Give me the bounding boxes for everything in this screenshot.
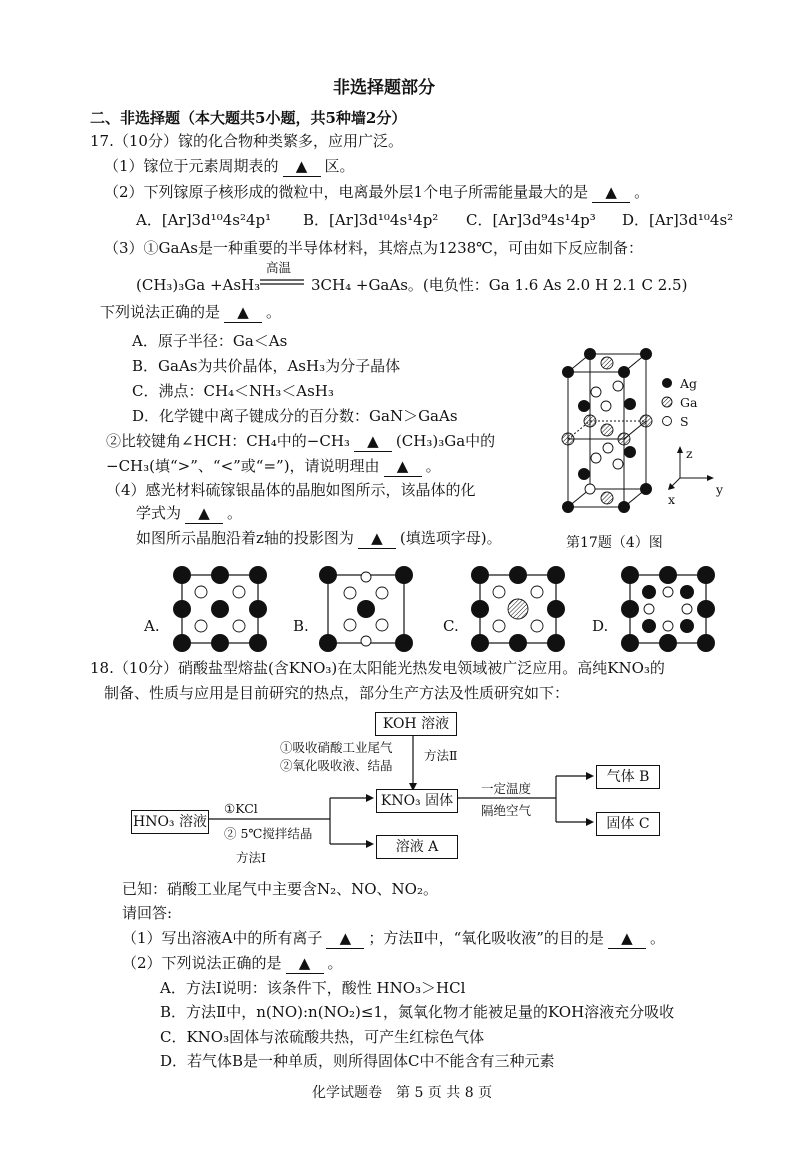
projection-option-a xyxy=(170,565,270,653)
s-atom xyxy=(591,387,601,397)
s-atom xyxy=(195,586,207,598)
q17-choice-3a: A．原子半径：Ga＜As xyxy=(132,332,288,350)
flow-condition-2: 隔绝空气 xyxy=(481,803,532,818)
q18-answer-prompt: 请回答: xyxy=(122,904,173,922)
ag-atom xyxy=(173,634,191,652)
ga-atom xyxy=(618,433,630,445)
ag-atom xyxy=(509,566,527,584)
ga-atom xyxy=(601,424,613,436)
ag-atom xyxy=(509,634,527,652)
ag-atom xyxy=(697,634,715,652)
s-atom xyxy=(344,587,356,599)
ag-atom xyxy=(621,566,639,584)
page-footer: 化学试题卷 第 5 页 共 8 页 xyxy=(312,1085,493,1101)
equation-condition: 高温 xyxy=(266,260,292,275)
flow-step-ii-2: ②氧化吸收液、结晶 xyxy=(280,758,393,773)
section-title: 非选择题部分 xyxy=(333,78,435,98)
s-atom xyxy=(591,453,601,463)
ag-atom xyxy=(578,468,590,480)
ag-atom xyxy=(471,634,489,652)
s-atom xyxy=(233,620,245,632)
s-atom xyxy=(585,484,595,494)
legend-ga: Ga xyxy=(680,395,698,410)
ag-atom xyxy=(211,600,229,618)
ag-atom xyxy=(697,566,715,584)
ag-atom xyxy=(249,634,267,652)
ag-atom xyxy=(547,600,565,618)
s-atom xyxy=(493,586,505,598)
q17-choice-2c: C．[Ar]3d⁹4s¹4p³ xyxy=(466,211,596,229)
ag-atom xyxy=(249,600,267,618)
q18-part2: （2）下列说法正确的是 ▲ 。 xyxy=(122,954,343,972)
q17-part2: （2）下列镓原子核形成的微粒中，电离最外层1个电子所需能量最大的是 ▲ 。 xyxy=(104,183,650,201)
s-atom xyxy=(233,586,245,598)
q17-choice-3c: C．沸点：CH₄＜NH₃＜AsH₃ xyxy=(132,382,334,400)
equation-right: 3CH₄ +GaAs。(电负性：Ga 1.6 As 2.0 H 2.1 C 2.5) xyxy=(311,276,688,294)
q18-stem-2: 制备、性质与应用是目前研究的热点，部分生产方法及性质研究如下： xyxy=(104,684,570,702)
option-label-a: A. xyxy=(144,617,160,635)
ga-atom xyxy=(601,357,613,369)
s-atom xyxy=(613,459,623,469)
ag-atom xyxy=(562,501,574,513)
axis-y: y xyxy=(716,482,724,497)
ag-atom xyxy=(680,619,694,633)
ag-atom xyxy=(547,566,565,584)
s-atom xyxy=(682,604,692,614)
s-atom xyxy=(195,620,207,632)
ag-atom xyxy=(319,634,337,652)
s-atom xyxy=(493,620,505,632)
q17-choice-3b: B．GaAs为共价晶体，AsH₃为分子晶体 xyxy=(132,357,401,375)
s-atom xyxy=(601,401,611,411)
ag-atom xyxy=(471,600,489,618)
s-atom xyxy=(376,619,388,631)
projection-option-d xyxy=(618,565,718,653)
box-koh-solution: KOH 溶液 xyxy=(375,712,457,736)
ag-atom xyxy=(640,483,652,495)
s-atom xyxy=(344,619,356,631)
option-label-c: C. xyxy=(443,617,459,635)
ga-atom xyxy=(640,415,652,427)
flow-method-ii: 方法Ⅱ xyxy=(424,748,458,763)
ag-atom xyxy=(642,585,656,599)
equation-arrow xyxy=(260,279,310,287)
ag-atom xyxy=(680,585,694,599)
ag-atom xyxy=(562,366,574,378)
q17-part4a: （4）感光材料硫镓银晶体的晶胞如图所示，该晶体的化 xyxy=(106,481,476,499)
q17-part3: （3）①GaAs是一种重要的半导体材料，其熔点为1238℃，可由如下反应制备： xyxy=(104,239,643,257)
s-atom xyxy=(644,604,654,614)
s-atom xyxy=(613,381,623,391)
q18-known: 已知：硝酸工业尾气中主要含N₂、NO、NO₂。 xyxy=(122,880,438,898)
s-atom xyxy=(603,443,613,453)
flow-step-i-1: ①KCl xyxy=(224,801,258,816)
figure-caption: 第17题（4）图 xyxy=(566,535,663,551)
s-atom xyxy=(376,587,388,599)
s-atom xyxy=(531,586,543,598)
projection-option-c xyxy=(468,565,568,653)
ag-atom xyxy=(621,634,639,652)
option-label-d: D. xyxy=(592,617,609,635)
ag-atom xyxy=(618,366,630,378)
ag-atom xyxy=(173,566,191,584)
box-hno3-solution: HNO₃ 溶液 xyxy=(131,810,209,834)
q18-choice-c: C．KNO₃固体与浓硫酸共热，可产生红棕色气体 xyxy=(160,1028,485,1046)
ag-atom xyxy=(173,600,191,618)
q17-stem: 17.（10分）镓的化合物种类繁多，应用广泛。 xyxy=(90,132,403,150)
ag-atom xyxy=(547,634,565,652)
ag-atom xyxy=(624,398,636,410)
ga-atom xyxy=(584,415,596,427)
q17-choice-3d: D．化学键中离子键成分的百分数：GaN＞GaAs xyxy=(132,407,458,425)
ag-atom xyxy=(642,619,656,633)
ag-atom xyxy=(319,566,337,584)
ag-atom xyxy=(211,634,229,652)
ga-atom xyxy=(562,433,574,445)
axis-z: z xyxy=(686,446,693,461)
ag-atom xyxy=(618,501,630,513)
q17-part3-2a: ②比较键角∠HCH：CH₄中的−CH₃ ▲ (CH₃)₃Ga中的 xyxy=(106,432,496,450)
q18-part1: （1）写出溶液A中的所有离子 ▲ ；方法Ⅱ中，“氧化吸收液”的目的是 ▲ 。 xyxy=(122,929,665,947)
unit-cell-figure xyxy=(548,342,668,517)
box-solution-a: 溶液 A xyxy=(376,835,458,859)
ag-atom xyxy=(471,566,489,584)
s-atom xyxy=(663,587,673,597)
option-label-b: B. xyxy=(293,617,309,635)
q17-part4b: 学式为 ▲ 。 xyxy=(136,504,243,522)
equation-left: (CH₃)₃Ga +AsH₃ xyxy=(136,276,261,294)
ag-atom xyxy=(211,566,229,584)
axis-x: x xyxy=(668,492,676,507)
ag-atom xyxy=(249,566,267,584)
q17-choice-2a: A．[Ar]3d¹⁰4s²4p¹ xyxy=(136,211,272,229)
ag-atom xyxy=(578,400,590,412)
projection-option-b xyxy=(316,565,416,653)
box-solid-c: 固体 C xyxy=(596,812,660,836)
ga-atom xyxy=(601,492,613,504)
s-atom xyxy=(361,572,371,582)
legend-ag: Ag xyxy=(680,376,698,391)
flow-method-i: 方法Ⅰ xyxy=(236,850,266,865)
q17-choice-2b: B．[Ar]3d¹⁰4s¹4p² xyxy=(303,211,439,229)
ga-atom xyxy=(508,599,528,619)
q17-part1: （1）镓位于元素周期表的 ▲ 区。 xyxy=(104,157,355,175)
ag-atom xyxy=(395,634,413,652)
ag-atom xyxy=(659,634,677,652)
ag-atom xyxy=(395,566,413,584)
q17-part4c: 如图所示晶胞沿着z轴的投影图为 ▲ (填选项字母)。 xyxy=(136,529,502,547)
ag-atom xyxy=(659,566,677,584)
q18-stem: 18.（10分）硝酸盐型熔盐(含KNO₃)在太阳能光热发电领域被广泛应用。高纯KNO₃的 xyxy=(90,659,665,677)
q17-choice-2d: D．[Ar]3d¹⁰4s² xyxy=(622,211,734,229)
flow-condition-1: 一定温度 xyxy=(481,781,532,796)
legend-symbols xyxy=(660,376,676,436)
s-atom xyxy=(663,621,673,631)
ag-atom xyxy=(584,348,596,360)
q18-choice-d: D．若气体B是一种单质，则所得固体C中不能含有三种元素 xyxy=(160,1052,555,1070)
q17-part3-question: 下列说法正确的是 ▲ 。 xyxy=(100,303,282,321)
q18-choice-b: B．方法Ⅱ中，n(NO):n(NO₂)≤1，氮氧化物才能被足量的KOH溶液充分吸收 xyxy=(160,1003,675,1021)
projection-frame xyxy=(630,575,706,643)
s-atom xyxy=(531,620,543,632)
q18-choice-a: A．方法Ⅰ说明：该条件下，酸性 HNO₃＞HCl xyxy=(160,979,466,997)
q17-part3-2b: −CH₃(填“>”、“<”或“=”)，请说明理由 ▲ 。 xyxy=(106,457,441,475)
ag-atom xyxy=(697,600,715,618)
flow-step-ii-1: ①吸收硝酸工业尾气 xyxy=(280,740,393,755)
part-heading: 二、非选择题（本大题共5小题，共5种墙2分） xyxy=(90,109,407,127)
ag-atom xyxy=(357,600,375,618)
box-gas-b: 气体 B xyxy=(596,765,660,789)
s-atom xyxy=(361,636,371,646)
flow-step-i-2: ② 5℃搅拌结晶 xyxy=(224,826,313,841)
ag-atom xyxy=(640,348,652,360)
ag-atom xyxy=(624,446,636,458)
box-kno3-solid: KNO₃ 固体 xyxy=(376,789,458,813)
ag-atom xyxy=(621,600,639,618)
legend-s: S xyxy=(680,414,689,429)
